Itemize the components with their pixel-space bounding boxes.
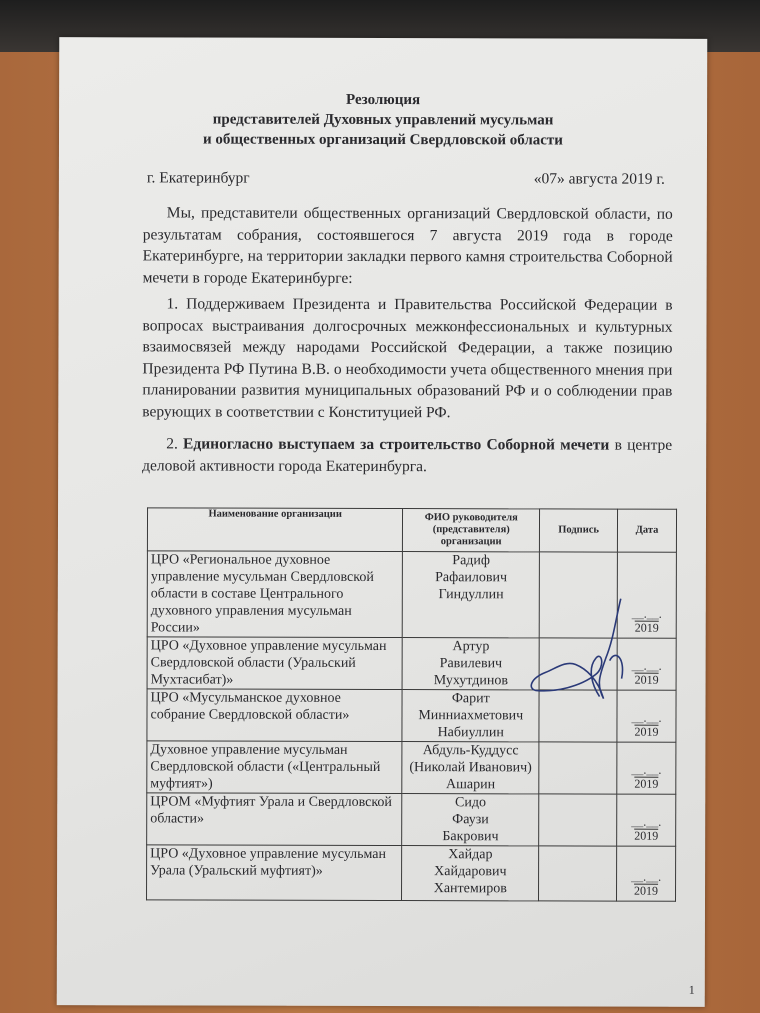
date-cell: [617, 794, 676, 846]
date-year: 2019: [634, 776, 659, 791]
date-year: 2019: [634, 620, 659, 635]
date-blank: __.__.: [631, 762, 662, 777]
organization-cell: Духовное управление мусульман Свердловской области («Центральный муфтият»): [147, 741, 402, 794]
first-name: Артур: [452, 639, 490, 655]
page-number: 1: [688, 982, 695, 997]
first-name: Радиф: [452, 553, 491, 569]
surname: Бакрович: [442, 829, 499, 845]
fio-cell: [402, 794, 539, 846]
title-line: и общественных организаций Свердловской области: [203, 131, 563, 149]
organization-cell: ЦРО «Духовное управление мусульман Свердловской области (Уральский Мухтасибат)»: [147, 637, 402, 690]
date-blank: __.__.: [631, 658, 662, 673]
item-2-bold: Единогласно выступаем за строительство Соборной мечети: [183, 435, 610, 454]
patronymic: Фаузи: [452, 812, 489, 828]
organization-cell: ЦРО «Мусульманское духовное собрание Свердловской области»: [147, 689, 402, 742]
surname: Мухутдинов: [433, 673, 508, 689]
first-name: Абдуль-Куддусс: [422, 743, 519, 759]
surname: Хантемиров: [433, 881, 507, 897]
document-title: [59, 89, 707, 151]
table-header-row: [147, 508, 676, 552]
first-name: Фарит: [451, 691, 490, 707]
patronymic: Хайдарович: [434, 864, 507, 880]
date-cell: [617, 742, 676, 794]
date-year: 2019: [634, 883, 659, 898]
fio-cell: [402, 742, 539, 794]
first-name: Сидо: [455, 795, 487, 811]
patronymic: Равилевич: [439, 656, 503, 672]
surname: Ашарин: [446, 777, 496, 793]
date-cell: [617, 846, 676, 901]
fio-cell: [403, 552, 540, 638]
document-date: «07» августа 2019 г.: [533, 170, 665, 188]
item-2-rest: в центре деловой активности города Екатеринбурга.: [142, 436, 673, 475]
date-blank: __.__.: [631, 710, 662, 725]
table-row: [147, 741, 676, 794]
organization-cell: ЦРО «Региональное духовное управление мусульман Свердловской области в составе Центрального духовного управления мусульман России»: [147, 551, 403, 638]
document-page: [57, 37, 708, 1007]
table-row: [147, 845, 676, 901]
intro-paragraph: Мы, представители общественных организаций Свердловской области, по результатам собрания, состоявшегося 7 августа 2019 года в городе Екатеринбурге, на территории закладки первого камня строительства Соборной мечети в городе Екатеринбурге:: [142, 204, 673, 287]
date-year: 2019: [634, 724, 659, 739]
date-blank: __.__.: [631, 606, 662, 621]
organization-cell: ЦРО «Духовное управление мусульман Урала (Уральский муфтият)»: [147, 845, 402, 901]
first-name: Хайдар: [448, 847, 493, 863]
signature-cell: [539, 846, 617, 901]
fio-cell: [402, 846, 539, 901]
header-date: Дата: [617, 509, 676, 552]
date-blank: __.__.: [631, 869, 662, 884]
signature-cell: [539, 742, 617, 794]
item-2: [142, 433, 672, 477]
header-organization: Наименование организации: [147, 508, 402, 552]
header-signature: Подпись: [540, 509, 618, 552]
organization-cell: ЦРОМ «Муфтият Урала и Свердловской области»: [147, 793, 402, 846]
patronymic: Минниахметович: [418, 708, 524, 724]
date-blank: __.__.: [631, 814, 662, 829]
fio-cell: [402, 638, 539, 690]
surname: Набиуллин: [437, 725, 504, 741]
signature-cell: [539, 794, 617, 846]
table-row: [147, 793, 676, 846]
item-2-number: 2.: [166, 435, 178, 453]
item-1: 1. Поддерживаем Президента и Правительства Российской Федерации в вопросах выстраивания долгосрочных межконфессиональных и культурных взаимосвязей между народами Российской Федерации, а также позицию Президента РФ Путина В.В. о необходимости учета общественного мнения при планировании развития муниципальных образований РФ и о соблюдении прав верующих в соответствии с Конституцией РФ.: [142, 295, 673, 421]
title-line: представителей Духовных управлений мусульман: [212, 111, 554, 129]
title-line: Резолюция: [346, 91, 421, 109]
date-year: 2019: [634, 672, 659, 687]
patronymic: Рафаилович: [435, 570, 508, 586]
date-year: 2019: [634, 828, 659, 843]
handwritten-signature: [526, 598, 646, 708]
city: г. Екатеринбург: [146, 169, 250, 187]
surname: Гиндуллин: [438, 587, 504, 603]
patronymic: (Николай Иванович): [409, 760, 532, 776]
header-fio: ФИО руководителя (представителя) организации: [403, 509, 540, 552]
fio-cell: [402, 690, 539, 742]
